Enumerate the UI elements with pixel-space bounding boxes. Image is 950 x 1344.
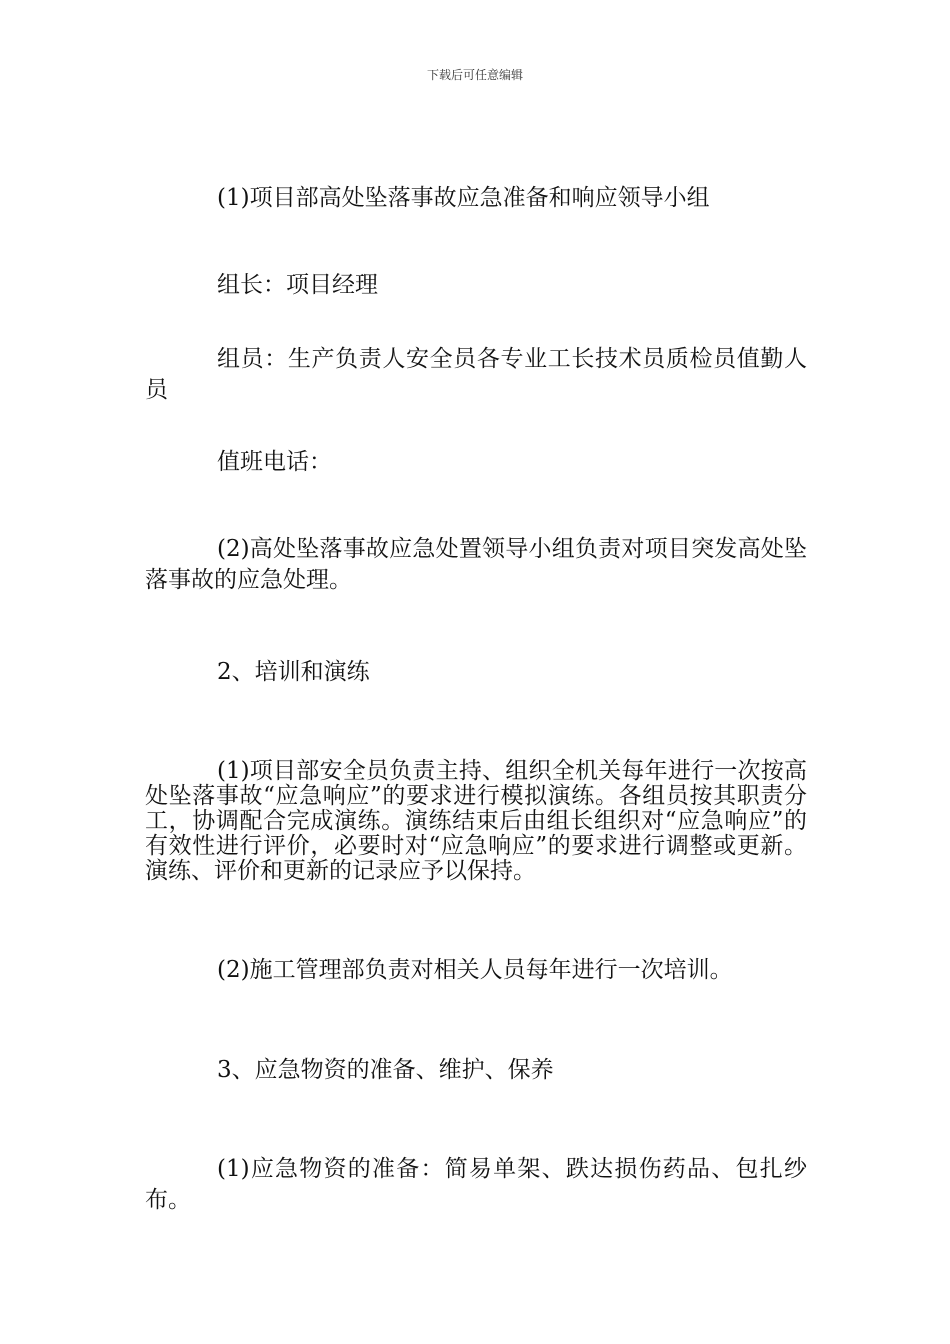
paragraph-annual-training: (2)施工管理部负责对相关人员每年进行一次培训。 xyxy=(217,957,733,983)
paragraph-drill-organization: (1)项目部安全员负责主持、组织全机关每年进行一次按高处坠落事故“应急响应”的要求进行模拟演练。各组员按其职责分工，协调配合完成演练。演练结束后由组长组织对“应急响应”的有效性进行评价，必要时对“应急响应”的要求进行调整或更新。演练、评价和更新的记录应予以保持。 xyxy=(145,758,807,884)
paragraph-duty-phone: 值班电话： xyxy=(217,449,332,475)
paragraph-group-members: 组员：生产负责人安全员各专业工长技术员质检员值勤人员 xyxy=(145,346,807,403)
paragraph-emergency-handling: (2)高处坠落事故应急处置领导小组负责对项目突发高处坠落事故的应急处理。 xyxy=(145,536,807,593)
section-heading-training: 2、培训和演练 xyxy=(217,659,370,685)
paragraph-group-leader: 组长：项目经理 xyxy=(217,272,378,298)
paragraph-leadership-group: (1)项目部高处坠落事故应急准备和响应领导小组 xyxy=(217,185,710,211)
page-header-note: 下载后可任意编辑 xyxy=(426,68,523,82)
section-heading-materials: 3、应急物资的准备、维护、保养 xyxy=(217,1057,554,1083)
paragraph-materials-preparation: (1)应急物资的准备：简易单架、跌达损伤药品、包扎纱布。 xyxy=(145,1156,807,1213)
